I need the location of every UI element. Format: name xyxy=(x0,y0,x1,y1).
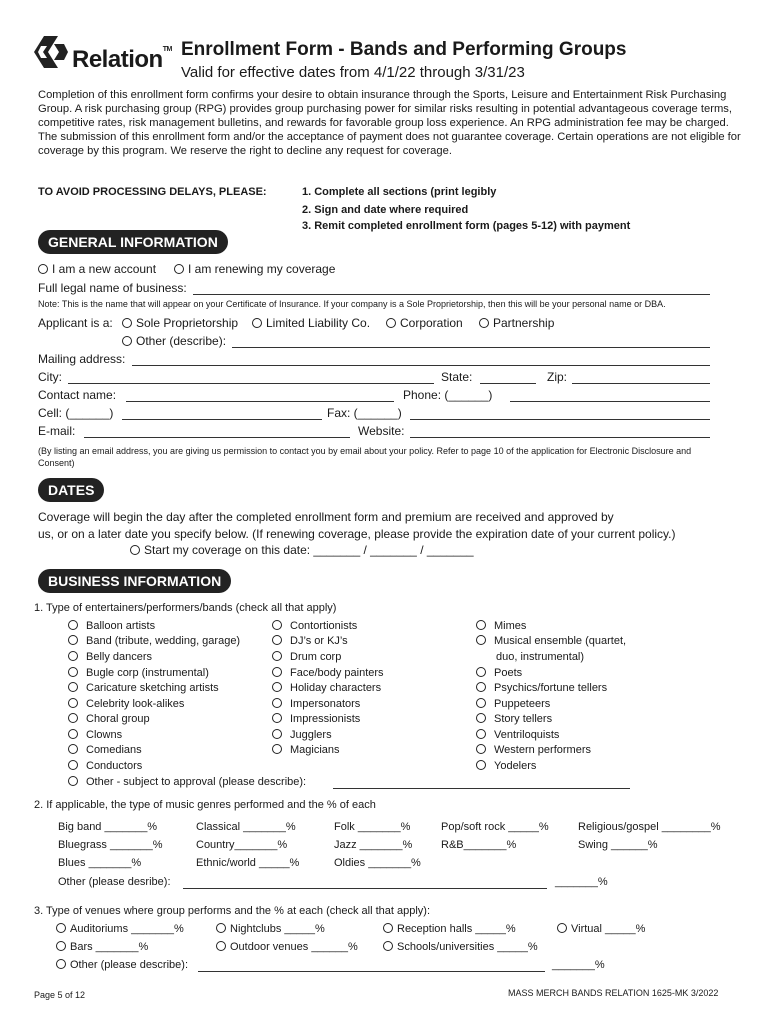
performer-option[interactable]: Caricature sketching artists xyxy=(68,682,219,694)
performer-option-continued: duo, instrumental) xyxy=(496,651,585,663)
radio-icon xyxy=(476,729,486,739)
radio-icon xyxy=(38,264,48,274)
performer-option[interactable]: Magicians xyxy=(272,744,340,756)
genre-item[interactable]: R&B_______% xyxy=(441,839,517,851)
radio-icon xyxy=(68,682,78,692)
state-label: State: xyxy=(441,370,473,384)
radio-icon xyxy=(479,318,489,328)
radio-icon xyxy=(130,545,140,555)
performer-option[interactable]: Impressionists xyxy=(272,713,360,725)
radio-icon xyxy=(272,620,282,630)
website-field[interactable] xyxy=(410,425,710,438)
radio-icon xyxy=(476,698,486,708)
radio-icon xyxy=(216,923,226,933)
fax-field[interactable] xyxy=(410,407,710,420)
genre-other-field[interactable] xyxy=(183,876,547,889)
legal-name-note: Note: This is the name that will appear on your Certificate of Insurance. If your company is a Sole Proprietorship, then this will be your personal name or DBA. xyxy=(38,299,666,309)
genre-item[interactable]: Folk _______% xyxy=(334,821,411,833)
general-information-heading: GENERAL INFORMATION xyxy=(38,230,228,254)
fax-label: Fax: (______) xyxy=(327,406,402,420)
performer-option[interactable]: Clowns xyxy=(68,729,122,741)
corporation-option[interactable]: Corporation xyxy=(386,316,463,330)
venue-other-percent[interactable]: _______% xyxy=(552,959,605,971)
performer-option[interactable]: Yodelers xyxy=(476,760,536,772)
radio-icon xyxy=(476,744,486,754)
radio-icon xyxy=(174,264,184,274)
contact-name-field[interactable] xyxy=(126,389,394,402)
performer-option[interactable]: Psychics/fortune tellers xyxy=(476,682,607,694)
radio-icon xyxy=(272,635,282,645)
radio-icon xyxy=(68,744,78,754)
performer-option[interactable]: Musical ensemble (quartet, xyxy=(476,635,626,647)
genre-item[interactable]: Swing ______% xyxy=(578,839,658,851)
email-consent-note: (By listing an email address, you are giving us permission to contact you by email about your policy. Refer to page 10 of the application for Electronic Disclosure and Consent) xyxy=(38,446,692,468)
performer-option[interactable]: Holiday characters xyxy=(272,682,381,694)
sole-proprietorship-option[interactable]: Sole Proprietorship xyxy=(122,316,238,330)
radio-icon xyxy=(476,620,486,630)
genre-item[interactable]: Country_______% xyxy=(196,839,288,851)
contact-name-label: Contact name: xyxy=(38,388,117,402)
relation-logo-icon xyxy=(34,34,68,70)
radio-icon xyxy=(272,744,282,754)
other-type-field[interactable] xyxy=(232,335,710,348)
venue-option[interactable]: Schools/universities _____% xyxy=(383,941,538,953)
state-field[interactable] xyxy=(480,371,536,384)
radio-icon xyxy=(383,923,393,933)
applicant-is-label: Applicant is a: xyxy=(38,316,113,330)
radio-icon xyxy=(476,682,486,692)
new-account-option[interactable]: I am a new account xyxy=(38,262,156,276)
genre-item[interactable]: Big band _______% xyxy=(58,821,158,833)
performer-option[interactable]: Band (tribute, wedding, garage) xyxy=(68,635,240,647)
radio-icon xyxy=(272,651,282,661)
city-field[interactable] xyxy=(68,371,434,384)
radio-icon xyxy=(272,682,282,692)
radio-icon xyxy=(383,941,393,951)
radio-icon xyxy=(68,760,78,770)
other-type-option[interactable]: Other (describe): xyxy=(122,334,226,348)
performer-option[interactable]: Western performers xyxy=(476,744,591,756)
performer-option[interactable]: Conductors xyxy=(68,760,142,772)
performer-option[interactable]: Mimes xyxy=(476,620,526,632)
avoid-delays-label: TO AVOID PROCESSING DELAYS, PLEASE: xyxy=(38,186,267,198)
website-label: Website: xyxy=(358,424,405,438)
city-label: City: xyxy=(38,370,62,384)
llc-option[interactable]: Limited Liability Co. xyxy=(252,316,370,330)
performer-option[interactable]: DJ’s or KJ’s xyxy=(272,635,348,647)
genre-item[interactable]: Pop/soft rock _____% xyxy=(441,821,549,833)
question-3: 3. Type of venues where group performs and the % at each (check all that apply): xyxy=(34,905,431,917)
venue-option[interactable]: Nightclubs _____% xyxy=(216,923,325,935)
coverage-start-text-1: Coverage will begin the day after the completed enrollment form and premium are received and approved by xyxy=(38,510,614,524)
radio-icon xyxy=(122,336,132,346)
venue-option[interactable]: Reception halls _____% xyxy=(383,923,516,935)
performer-other-field[interactable] xyxy=(333,776,630,789)
radio-icon xyxy=(272,667,282,677)
avoid-step-1: 1. Complete all sections (print legibly xyxy=(302,186,497,198)
radio-icon xyxy=(557,923,567,933)
dates-heading: DATES xyxy=(38,478,104,502)
mailing-address-label: Mailing address: xyxy=(38,352,126,366)
performer-option[interactable]: Choral group xyxy=(68,713,150,725)
radio-icon xyxy=(216,941,226,951)
radio-icon xyxy=(68,620,78,630)
form-code: MASS MERCH BANDS RELATION 1625-MK 3/2022 xyxy=(508,988,719,998)
genre-item[interactable]: Oldies _______% xyxy=(334,857,421,869)
form-title: Enrollment Form - Bands and Performing Groups xyxy=(181,39,627,60)
performer-option[interactable]: Balloon artists xyxy=(68,620,155,632)
venue-option[interactable]: Outdoor venues ______% xyxy=(216,941,358,953)
radio-icon xyxy=(476,635,486,645)
renewing-option[interactable]: I am renewing my coverage xyxy=(174,262,335,276)
venue-option[interactable]: Bars _______% xyxy=(56,941,148,953)
genre-item[interactable]: Classical _______% xyxy=(196,821,296,833)
radio-icon xyxy=(68,729,78,739)
performer-option[interactable]: Bugle corp (instrumental) xyxy=(68,667,209,679)
performer-option[interactable]: Jugglers xyxy=(272,729,332,741)
venue-other-field[interactable] xyxy=(198,959,545,972)
question-1: 1. Type of entertainers/performers/bands (check all that apply) xyxy=(34,602,337,614)
partnership-option[interactable]: Partnership xyxy=(479,316,554,330)
coverage-start-text-2: us, or on a later date you specify below. (If renewing coverage, please provide the expiration date of your current policy.) xyxy=(38,527,676,541)
radio-icon xyxy=(68,667,78,677)
radio-icon xyxy=(272,729,282,739)
performer-option[interactable]: Puppeteers xyxy=(476,698,550,710)
question-2: 2. If applicable, the type of music genres performed and the % of each xyxy=(34,799,376,811)
radio-icon xyxy=(122,318,132,328)
avoid-step-3: 3. Remit completed enrollment form (pages 5-12) with payment xyxy=(302,220,631,232)
genre-other-label: Other (please desribe): xyxy=(58,876,171,888)
performer-option[interactable]: Ventriloquists xyxy=(476,729,559,741)
radio-icon xyxy=(476,667,486,677)
cell-label: Cell: (______) xyxy=(38,406,114,420)
genre-item[interactable]: Ethnic/world _____% xyxy=(196,857,300,869)
performer-option[interactable]: Belly dancers xyxy=(68,651,152,663)
intro-paragraph: Completion of this enrollment form confirms your desire to obtain insurance through the Sports, Leisure and Entertainment Risk Purchasing Group. A risk purchasing group (RPG) provides group purchasing power for similar risks resulting in potential advantageous coverage terms, competitive rates, risk management bulletins, and rewards for favorable group loss experience. An RPG administration fee may be charged. The submission of this enrollment form and/or the acceptance of payment does not guarantee coverage. Certain operations are not eligible for coverage by this program. We reserve the right to decline any request for coverage. xyxy=(38,89,741,157)
radio-icon xyxy=(252,318,262,328)
start-coverage-option[interactable]: Start my coverage on this date: _______ / _______ / _______ xyxy=(130,543,474,557)
legal-name-label: Full legal name of business: xyxy=(38,281,187,295)
radio-icon xyxy=(68,776,78,786)
performer-option[interactable]: Poets xyxy=(476,667,522,679)
genre-item[interactable]: Bluegrass _______% xyxy=(58,839,163,851)
radio-icon xyxy=(56,959,66,969)
logo-wordmark: Relation™ xyxy=(72,46,172,73)
form-subtitle: Valid for effective dates from 4/1/22 through 3/31/23 xyxy=(181,64,525,81)
radio-icon xyxy=(68,635,78,645)
avoid-step-2: 2. Sign and date where required xyxy=(302,204,469,216)
cell-field[interactable] xyxy=(122,407,322,420)
zip-label: Zip: xyxy=(547,370,568,384)
performer-option[interactable]: Celebrity look-alikes xyxy=(68,698,184,710)
email-label: E-mail: xyxy=(38,424,76,438)
radio-icon xyxy=(68,651,78,661)
radio-icon xyxy=(56,941,66,951)
performer-option[interactable]: Drum corp xyxy=(272,651,341,663)
business-information-heading: BUSINESS INFORMATION xyxy=(38,569,231,593)
radio-icon xyxy=(56,923,66,933)
radio-icon xyxy=(476,760,486,770)
radio-icon xyxy=(272,698,282,708)
venue-option[interactable]: Auditoriums _______% xyxy=(56,923,184,935)
genre-item[interactable]: Religious/gospel ________% xyxy=(578,821,721,833)
phone-label: Phone: (______) xyxy=(403,388,493,402)
performer-option[interactable]: Face/body painters xyxy=(272,667,384,679)
performer-other-option[interactable]: Other - subject to approval (please describe): xyxy=(68,776,306,788)
zip-field[interactable] xyxy=(572,371,710,384)
mailing-address-field[interactable] xyxy=(132,353,710,366)
legal-name-field[interactable] xyxy=(193,282,710,295)
genre-other-percent[interactable]: _______% xyxy=(555,876,608,888)
performer-option[interactable]: Story tellers xyxy=(476,713,552,725)
radio-icon xyxy=(68,713,78,723)
radio-icon xyxy=(476,713,486,723)
radio-icon xyxy=(386,318,396,328)
venue-option[interactable]: Virtual _____% xyxy=(557,923,645,935)
venue-other-option[interactable]: Other (please describe): xyxy=(56,959,188,971)
radio-icon xyxy=(272,713,282,723)
phone-field[interactable] xyxy=(510,389,710,402)
performer-option[interactable]: Comedians xyxy=(68,744,142,756)
performer-option[interactable]: Impersonators xyxy=(272,698,360,710)
performer-option[interactable]: Contortionists xyxy=(272,620,357,632)
genre-item[interactable]: Blues _______% xyxy=(58,857,142,869)
page-number: Page 5 of 12 xyxy=(34,990,86,1000)
email-field[interactable] xyxy=(84,425,350,438)
radio-icon xyxy=(68,698,78,708)
genre-item[interactable]: Jazz _______% xyxy=(334,839,413,851)
